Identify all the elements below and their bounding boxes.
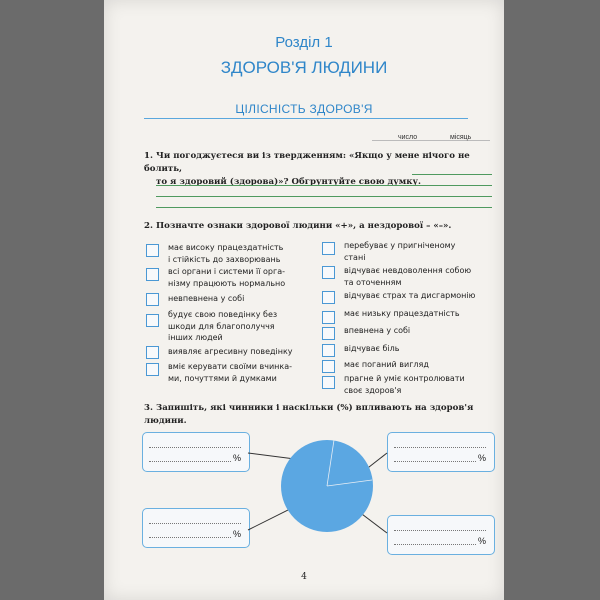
date-label-day: число [398, 134, 418, 141]
page-number: 4 [301, 572, 307, 582]
checklist-item: виявляє агресивну поведінку [168, 347, 293, 356]
checklist-item: невпевнена у собі [168, 294, 245, 303]
percent-sign: % [233, 453, 242, 463]
checklist-item: всі органи і системи її орга- нізму працюють нормально [168, 267, 286, 288]
connector-line [248, 507, 294, 530]
checklist-item: перебуває у пригніченому стані [344, 241, 456, 262]
checklist-item: має низьку працездатність [344, 309, 460, 318]
question-2-text: Позначте ознаки здорової людини «+», а нездорової – «–». [156, 221, 452, 231]
question-1-number: 1. [144, 151, 153, 161]
question-1-line2: то я здоровий (здорова)»? Обгрунтуйте свою думку. [156, 177, 421, 187]
checklist-item: відчуває біль [344, 344, 400, 353]
checklist-item: будує свою поведінку без шкоди для благополуччя інших людей [168, 310, 278, 342]
pie-diagram [104, 0, 504, 600]
question-3-text: Запишіть, які чинники і наскільки (%) впливають на здоров'я людини. [144, 403, 474, 426]
topic-title: ЦІЛІСНІСТЬ ЗДОРОВ'Я [235, 102, 373, 116]
checklist-item: прагне й уміє контролювати своє здоров'я [344, 374, 465, 395]
checklist-item: відчуває страх та дисгармонію [344, 291, 476, 300]
question-1-line1: Чи погоджуєтеся ви із твердженням: «Якщо у мене нічого не болить, [144, 151, 470, 174]
percent-sign: % [478, 536, 487, 546]
percent-sign: % [233, 529, 242, 539]
checklist-item: вміє керувати своїми вчинка- ми, почуттями й думками [168, 362, 292, 383]
percent-sign: % [478, 453, 487, 463]
date-label-month: місяць [450, 134, 472, 141]
section-number: Розділ 1 [275, 34, 333, 51]
question-2-number: 2. [144, 221, 153, 231]
checklist-item: має поганий вигляд [344, 360, 429, 369]
checklist-item: відчуває невдоволення собою та оточенням [344, 266, 472, 287]
checklist-item: впевнена у собі [344, 326, 411, 335]
workbook-page [104, 0, 504, 600]
section-title: ЗДОРОВ'Я ЛЮДИНИ [220, 58, 388, 77]
checklist-item: має високу працездатність і стійкість до захворювань [168, 243, 284, 264]
question-3-number: 3. [144, 403, 153, 413]
